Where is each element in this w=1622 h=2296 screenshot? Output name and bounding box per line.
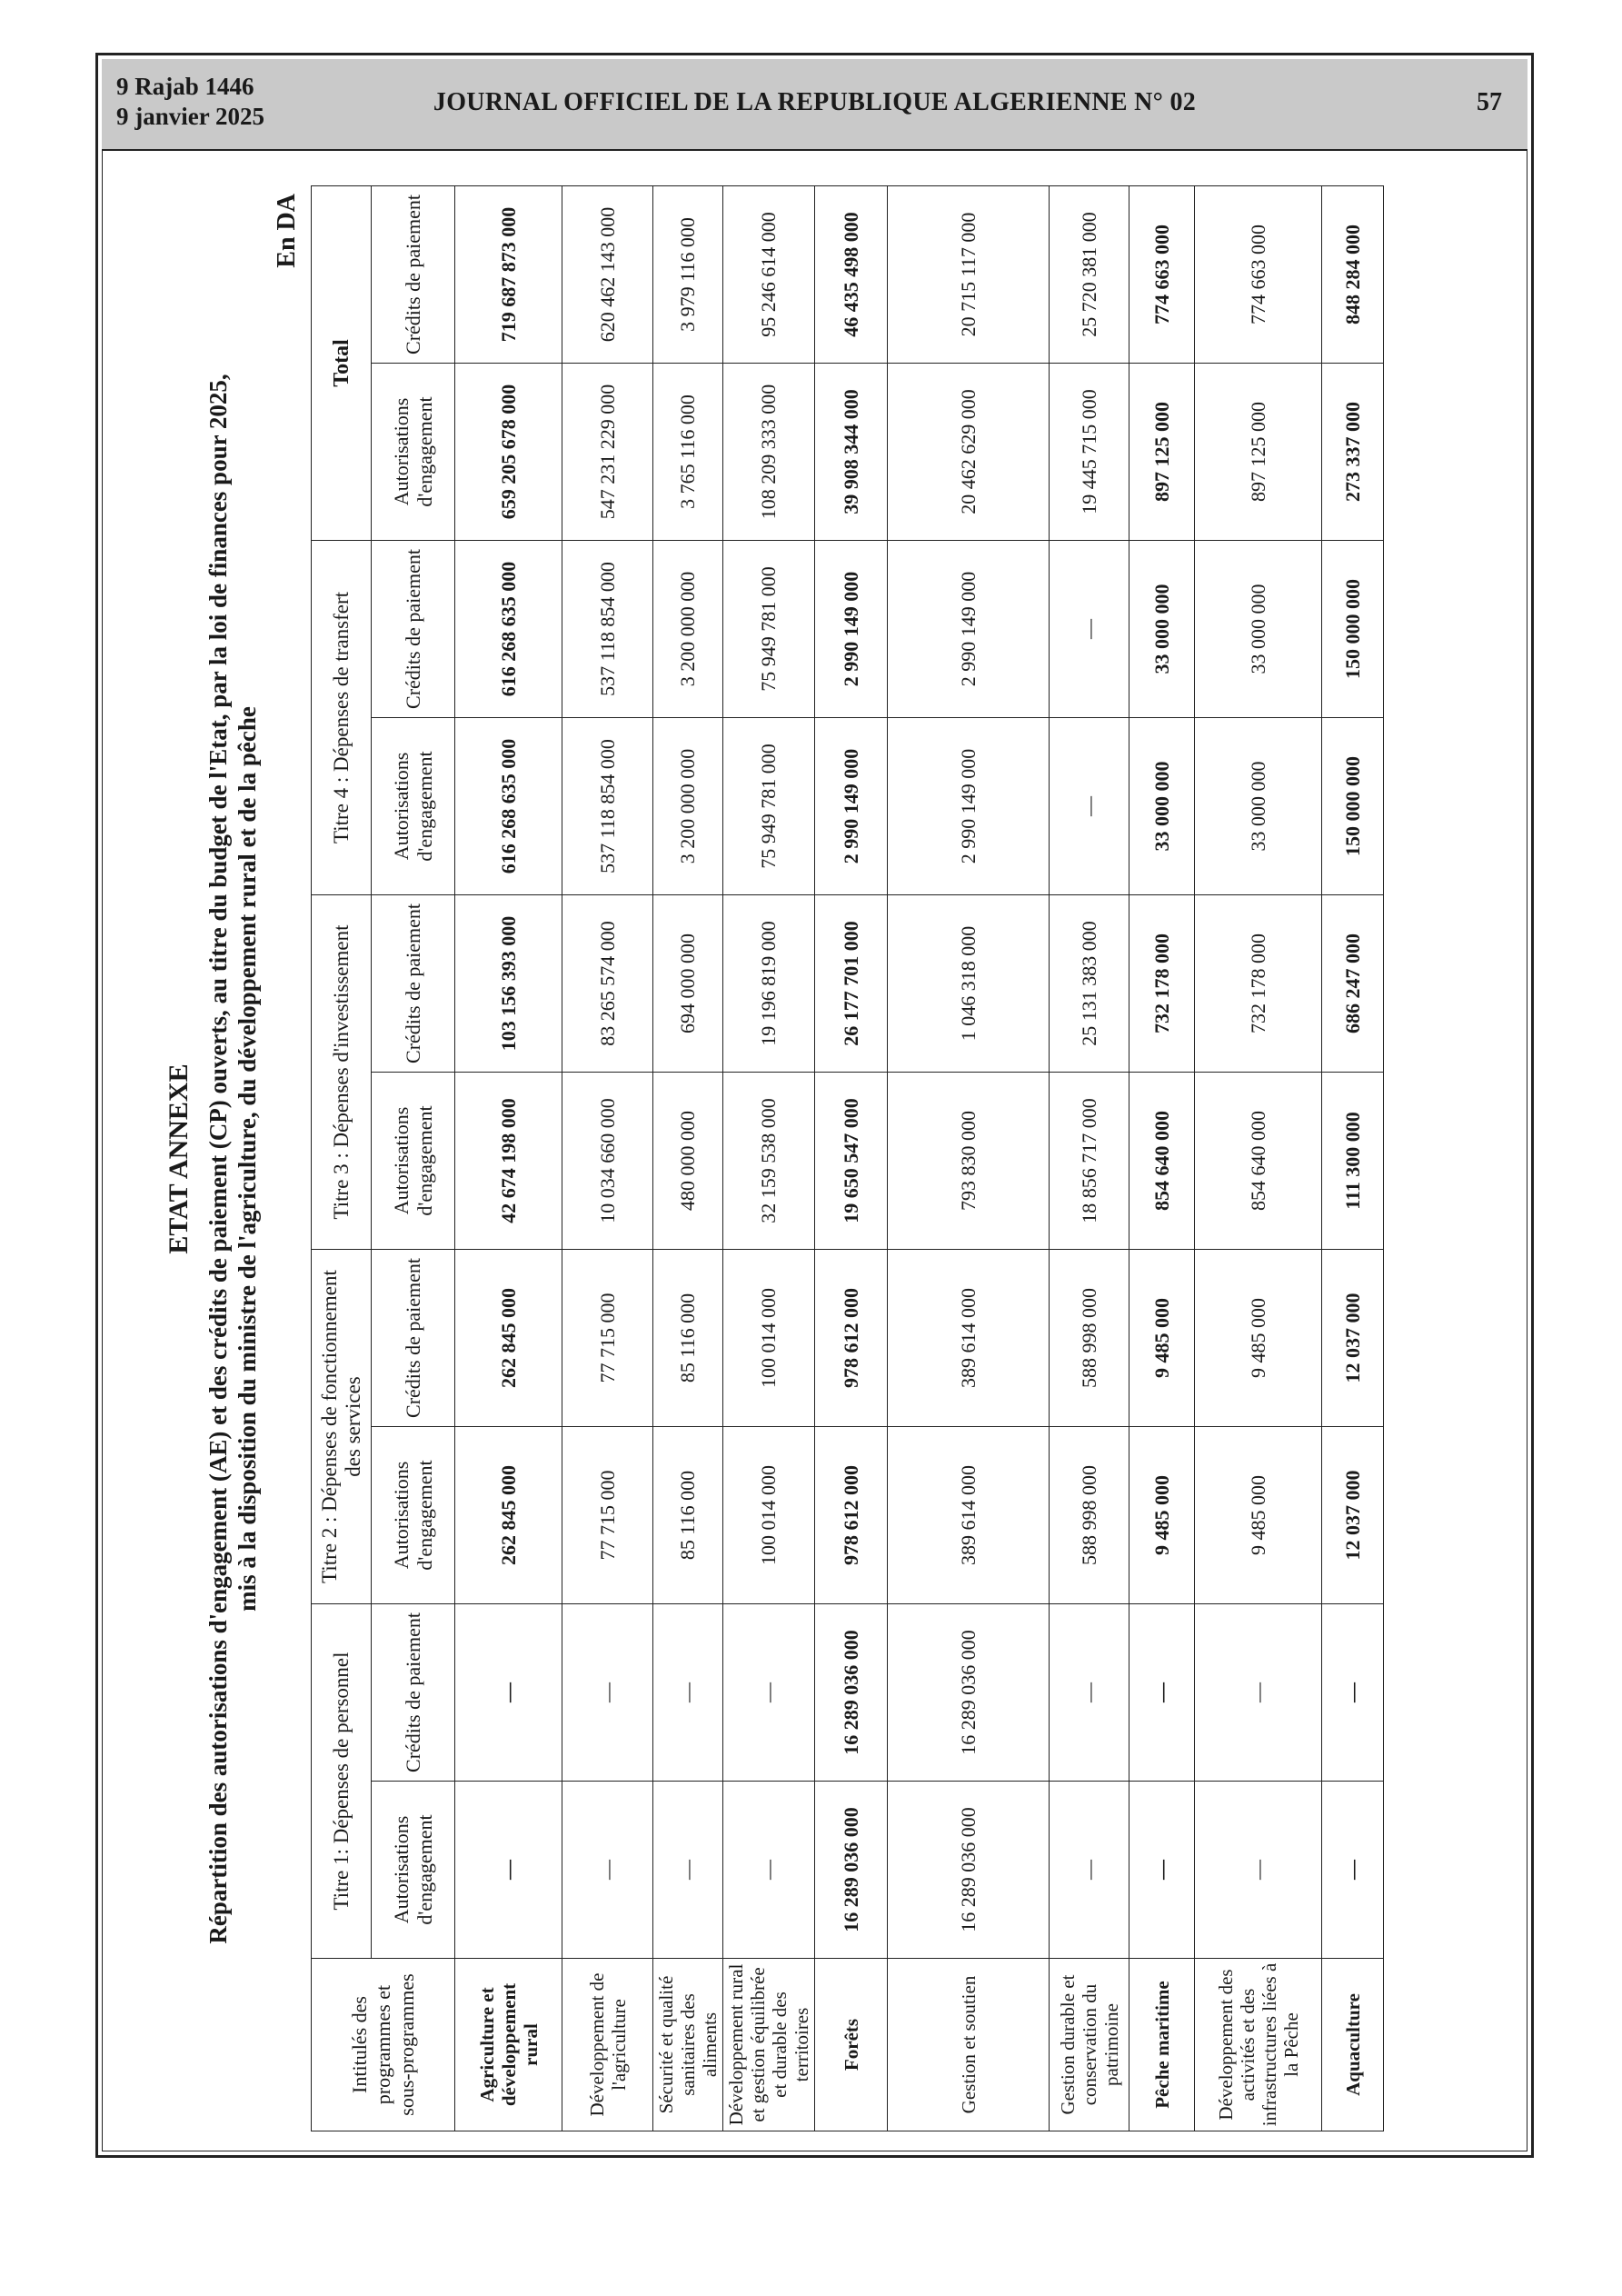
header-row-groups (312, 185, 372, 2131)
cell-titre4-cp: 33 000 000 (1195, 540, 1322, 717)
cell-titre2-ae: 12 037 000 (1322, 1426, 1384, 1603)
cell-total-cp: 620 462 143 000 (562, 185, 653, 363)
cell-titre1-ae: — (1195, 1782, 1322, 1959)
row-label: Aquaculture (1322, 1959, 1384, 2131)
cell-total-cp: 46 435 498 000 (815, 185, 888, 363)
rotated-annex-content (138, 186, 1364, 2131)
cell-titre1-cp: — (1322, 1603, 1384, 1781)
row-label: Développement rural et gestion équilibrée et durable des territoires (723, 1959, 815, 2131)
cell-titre1-ae: — (455, 1782, 562, 1959)
subheader-ae: Autorisations d'engagement (372, 717, 455, 894)
cell-total-cp: 20 715 117 000 (888, 185, 1050, 363)
cell-titre4-cp: 2 990 149 000 (888, 540, 1050, 717)
budget-table (311, 185, 1384, 2131)
cell-total-ae: 547 231 229 000 (562, 363, 653, 540)
cell-titre4-ae: 2 990 149 000 (888, 717, 1050, 894)
group-header-titre-4: Titre 4 : Dépenses de transfert (312, 540, 372, 894)
cell-titre3-cp: 19 196 819 000 (723, 894, 815, 1072)
subheader-cp: Crédits de paiement (372, 185, 455, 363)
cell-titre1-ae: — (723, 1782, 815, 1959)
cell-total-ae: 3 765 116 000 (653, 363, 723, 540)
cell-titre3-cp: 83 265 574 000 (562, 894, 653, 1072)
cell-titre4-ae: 2 990 149 000 (815, 717, 888, 894)
cell-titre1-ae: 16 289 036 000 (888, 1782, 1050, 1959)
group-header-total: Total (312, 185, 372, 540)
table-row (562, 185, 653, 2131)
cell-total-ae: 20 462 629 000 (888, 363, 1050, 540)
subtitle-line-1: Répartition des autorisations d'engagement (AE) et des crédits de paiement (CP) ouverts, au titre du budget de l'Etat, par la loi de finances pour 2025, (204, 374, 232, 1944)
subheader-ae: Autorisations d'engagement (372, 363, 455, 540)
cell-titre4-ae: 33 000 000 (1129, 717, 1195, 894)
cell-titre3-ae: 111 300 000 (1322, 1072, 1384, 1249)
journal-header (102, 59, 1527, 151)
cell-titre2-cp: 588 998 000 (1050, 1249, 1129, 1426)
row-label: Développement des activités et des infrastructures liées à la Pêche (1195, 1959, 1322, 2131)
table-row (815, 185, 888, 2131)
group-header-titre-3: Titre 3 : Dépenses d'investissement (312, 894, 372, 1249)
cell-titre3-cp: 1 046 318 000 (888, 894, 1050, 1072)
row-label: Gestion et soutien (888, 1959, 1050, 2131)
row-label: Pêche maritime (1129, 1959, 1195, 2131)
cell-titre1-cp: — (1195, 1603, 1322, 1781)
cell-titre4-ae: 75 949 781 000 (723, 717, 815, 894)
cell-titre2-ae: 978 612 000 (815, 1426, 888, 1603)
cell-total-ae: 897 125 000 (1129, 363, 1195, 540)
cell-titre2-cp: 9 485 000 (1195, 1249, 1322, 1426)
cell-titre3-ae: 19 650 547 000 (815, 1072, 888, 1249)
cell-titre4-ae: 33 000 000 (1195, 717, 1322, 894)
cell-titre3-cp: 694 000 000 (653, 894, 723, 1072)
cell-titre3-ae: 10 034 660 000 (562, 1072, 653, 1249)
cell-total-ae: 39 908 344 000 (815, 363, 888, 540)
cell-titre2-cp: 85 116 000 (653, 1249, 723, 1426)
page-number: 57 (1477, 88, 1502, 116)
cell-titre1-cp: — (653, 1603, 723, 1781)
cell-titre2-cp: 12 037 000 (1322, 1249, 1384, 1426)
cell-titre3-ae: 32 159 538 000 (723, 1072, 815, 1249)
subheader-ae: Autorisations d'engagement (372, 1426, 455, 1603)
table-row (653, 185, 723, 2131)
row-label: Agriculture et développement rural (455, 1959, 562, 2131)
subheader-ae: Autorisations d'engagement (372, 1072, 455, 1249)
subheader-ae: Autorisations d'engagement (372, 1782, 455, 1959)
cell-titre4-cp: 2 990 149 000 (815, 540, 888, 717)
cell-titre1-ae: — (562, 1782, 653, 1959)
table-row (1050, 185, 1129, 2131)
cell-titre4-ae: 616 268 635 000 (455, 717, 562, 894)
cell-titre1-cp: 16 289 036 000 (888, 1603, 1050, 1781)
cell-titre1-cp: — (723, 1603, 815, 1781)
cell-titre2-ae: 100 014 000 (723, 1426, 815, 1603)
row-label: Gestion durable et conservation du patrimoine (1050, 1959, 1129, 2131)
cell-titre1-cp: — (1129, 1603, 1195, 1781)
cell-total-cp: 3 979 116 000 (653, 185, 723, 363)
cell-titre3-cp: 732 178 000 (1195, 894, 1322, 1072)
cell-total-cp: 25 720 381 000 (1050, 185, 1129, 363)
cell-total-cp: 848 284 000 (1322, 185, 1384, 363)
cell-titre3-cp: 732 178 000 (1129, 894, 1195, 1072)
row-label: Forêts (815, 1959, 888, 2131)
cell-titre2-ae: 588 998 000 (1050, 1426, 1129, 1603)
header-row-subcolumns (372, 185, 455, 2131)
cell-titre3-cp: 25 131 383 000 (1050, 894, 1129, 1072)
cell-titre2-ae: 9 485 000 (1195, 1426, 1322, 1603)
journal-title: JOURNAL OFFICIEL DE LA REPUBLIQUE ALGERIENNE N° 02 (433, 88, 1197, 116)
subheader-cp: Crédits de paiement (372, 1249, 455, 1426)
cell-titre2-cp: 77 715 000 (562, 1249, 653, 1426)
cell-titre2-ae: 389 614 000 (888, 1426, 1050, 1603)
cell-titre3-ae: 854 640 000 (1129, 1072, 1195, 1249)
cell-titre4-ae: 3 200 000 000 (653, 717, 723, 894)
label-column-header: Intitulés des programmes et sous-programmes (312, 1959, 455, 2131)
table-row (455, 185, 562, 2131)
cell-titre1-ae: — (1129, 1782, 1195, 1959)
cell-titre3-ae: 854 640 000 (1195, 1072, 1322, 1249)
cell-titre4-cp: 3 200 000 000 (653, 540, 723, 717)
table-row (1195, 185, 1322, 2131)
cell-titre2-ae: 77 715 000 (562, 1426, 653, 1603)
cell-titre2-cp: 389 614 000 (888, 1249, 1050, 1426)
cell-titre1-ae: — (653, 1782, 723, 1959)
cell-total-cp: 774 663 000 (1195, 185, 1322, 363)
cell-titre4-ae: 150 000 000 (1322, 717, 1384, 894)
cell-titre3-cp: 103 156 393 000 (455, 894, 562, 1072)
cell-titre1-ae: — (1322, 1782, 1384, 1959)
cell-titre2-ae: 262 845 000 (455, 1426, 562, 1603)
annex-subtitle (204, 223, 262, 2095)
cell-titre1-cp: — (1050, 1603, 1129, 1781)
group-header-titre-2: Titre 2 : Dépenses de fonctionnement des services (312, 1249, 372, 1603)
annex-title: ETAT ANNEXE (164, 1063, 194, 1254)
cell-titre1-cp: 16 289 036 000 (815, 1603, 888, 1781)
currency-unit: En DA (273, 194, 301, 268)
cell-titre4-cp: 537 118 854 000 (562, 540, 653, 717)
subheader-cp: Crédits de paiement (372, 894, 455, 1072)
table-row (1322, 185, 1384, 2131)
subheader-cp: Crédits de paiement (372, 1603, 455, 1781)
cell-titre2-ae: 85 116 000 (653, 1426, 723, 1603)
table-row (1129, 185, 1195, 2131)
cell-titre3-cp: 686 247 000 (1322, 894, 1384, 1072)
cell-total-cp: 774 663 000 (1129, 185, 1195, 363)
cell-total-ae: 659 205 678 000 (455, 363, 562, 540)
cell-titre4-cp: 150 000 000 (1322, 540, 1384, 717)
subtitle-line-2: mis à la disposition du ministre de l'agriculture, du développement rural et de la pêche (234, 706, 261, 1612)
cell-titre1-cp: — (455, 1603, 562, 1781)
cell-total-ae: 19 445 715 000 (1050, 363, 1129, 540)
cell-titre4-cp: 33 000 000 (1129, 540, 1195, 717)
table-row (723, 185, 815, 2131)
cell-titre1-cp: — (562, 1603, 653, 1781)
cell-titre3-ae: 793 830 000 (888, 1072, 1050, 1249)
cell-titre4-cp: 616 268 635 000 (455, 540, 562, 717)
cell-titre4-ae: — (1050, 717, 1129, 894)
cell-titre3-ae: 42 674 198 000 (455, 1072, 562, 1249)
cell-titre2-ae: 9 485 000 (1129, 1426, 1195, 1603)
gregorian-date: 9 janvier 2025 (116, 103, 264, 130)
hijri-date: 9 Rajab 1446 (116, 73, 254, 100)
subheader-cp: Crédits de paiement (372, 540, 455, 717)
table-row (888, 185, 1050, 2131)
cell-titre2-cp: 9 485 000 (1129, 1249, 1195, 1426)
cell-titre3-cp: 26 177 701 000 (815, 894, 888, 1072)
cell-titre1-ae: 16 289 036 000 (815, 1782, 888, 1959)
cell-titre4-cp: 75 949 781 000 (723, 540, 815, 717)
group-header-titre-1: Titre 1: Dépenses de personnel (312, 1603, 372, 1958)
row-label: Développement de l'agriculture (562, 1959, 653, 2131)
cell-titre2-cp: 262 845 000 (455, 1249, 562, 1426)
cell-total-ae: 897 125 000 (1195, 363, 1322, 540)
cell-total-cp: 95 246 614 000 (723, 185, 815, 363)
cell-titre3-ae: 18 856 717 000 (1050, 1072, 1129, 1249)
cell-total-cp: 719 687 873 000 (455, 185, 562, 363)
cell-titre3-ae: 480 000 000 (653, 1072, 723, 1249)
cell-total-ae: 273 337 000 (1322, 363, 1384, 540)
row-label: Sécurité et qualité sanitaires des aliments (653, 1959, 723, 2131)
cell-titre1-ae: — (1050, 1782, 1129, 1959)
cell-titre4-ae: 537 118 854 000 (562, 717, 653, 894)
cell-titre2-cp: 978 612 000 (815, 1249, 888, 1426)
cell-titre4-cp: — (1050, 540, 1129, 717)
cell-titre2-cp: 100 014 000 (723, 1249, 815, 1426)
cell-total-ae: 108 209 333 000 (723, 363, 815, 540)
